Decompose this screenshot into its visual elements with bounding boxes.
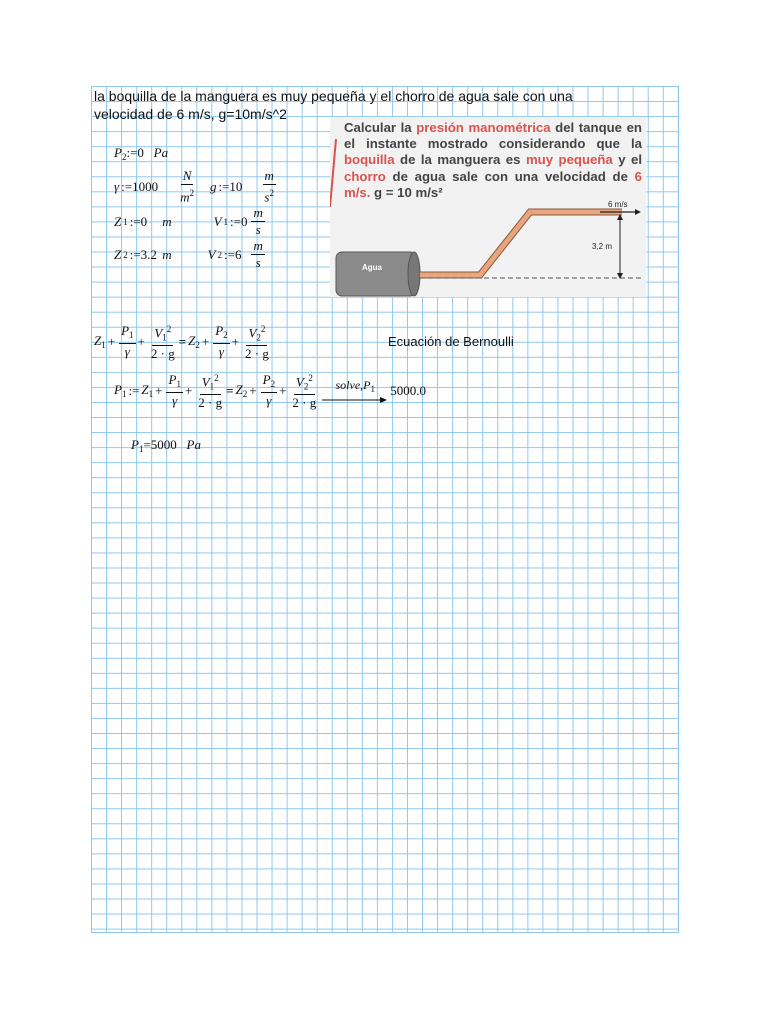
bernoulli-label: Ecuación de Bernoulli xyxy=(388,334,514,349)
problem-image xyxy=(330,117,646,297)
statement-text: Calcular la xyxy=(344,120,417,135)
solve-arrow: $solve,P_1$ xyxy=(322,378,388,404)
highlighted-text: muy pequeña xyxy=(525,152,613,168)
highlighted-text: boquilla xyxy=(344,152,395,168)
highlighted-text: 6 m/s. xyxy=(344,168,642,200)
solve-result: 5000.0 xyxy=(390,382,427,398)
statement-text: de la manguera es xyxy=(394,152,526,168)
intro-line-1: la boquilla de la manguera es muy pequeña y el chorro de agua sale con una xyxy=(94,88,573,104)
statement-text: y el xyxy=(612,152,642,168)
def-z2-v2: Z 2 :=3.2 m V 2 :=6 $\frac{m}{s}$ xyxy=(114,238,263,270)
red-margin-mark xyxy=(330,139,336,207)
velocity-label: 6 m/s xyxy=(608,200,628,209)
solve-equation: $P_1$ := $Z_1$ + $\frac{P_1}{\gamma}$ + $\frac{V_1^2}{2 \cdot g}$ = $Z_2$ + $\frac{P_2}{\gamma}$ + $\frac{V_2^2}{2 \cdot g}$ $solve,P_1$ 5000.0 xyxy=(114,370,428,411)
highlighted-text: presión manométrica xyxy=(416,120,551,135)
def-z1-v1: Z 1 :=0 m V 1 :=0 $\frac{m}{s}$ xyxy=(114,205,263,237)
height-label: 3,2 m xyxy=(592,242,613,251)
tank-cap xyxy=(408,252,420,296)
def-gamma-g: γ :=1000 $\frac{N}{m^2}$ g :=10 $\frac{m}{s^2}$ xyxy=(114,168,274,205)
statement-text: g = 10 m/s² xyxy=(370,184,443,200)
highlighted-text: chorro xyxy=(344,168,386,184)
intro-line-2: velocidad de 6 m/s, g=10m/s^2 xyxy=(94,106,287,122)
statement-text: de agua sale con una velocidad de xyxy=(385,168,635,184)
tank xyxy=(336,252,416,296)
answer-p1: $P_1=5000$ Pa xyxy=(131,437,201,454)
tank-label: Agua xyxy=(362,263,382,272)
statement-text: del tanque en el instante mostrado considerando que la xyxy=(344,120,642,152)
def-p2: $P_2:=0$ Pa xyxy=(114,145,169,162)
bernoulli-equation: $Z_1$ + $\frac{P_1}{\gamma}$ + $\frac{V_1^2}{2 \cdot g}$ = $Z_2$ + $\frac{P_2}{\gamma}$ + $\frac{V_2^2}{2 \cdot g}$ xyxy=(94,321,273,362)
